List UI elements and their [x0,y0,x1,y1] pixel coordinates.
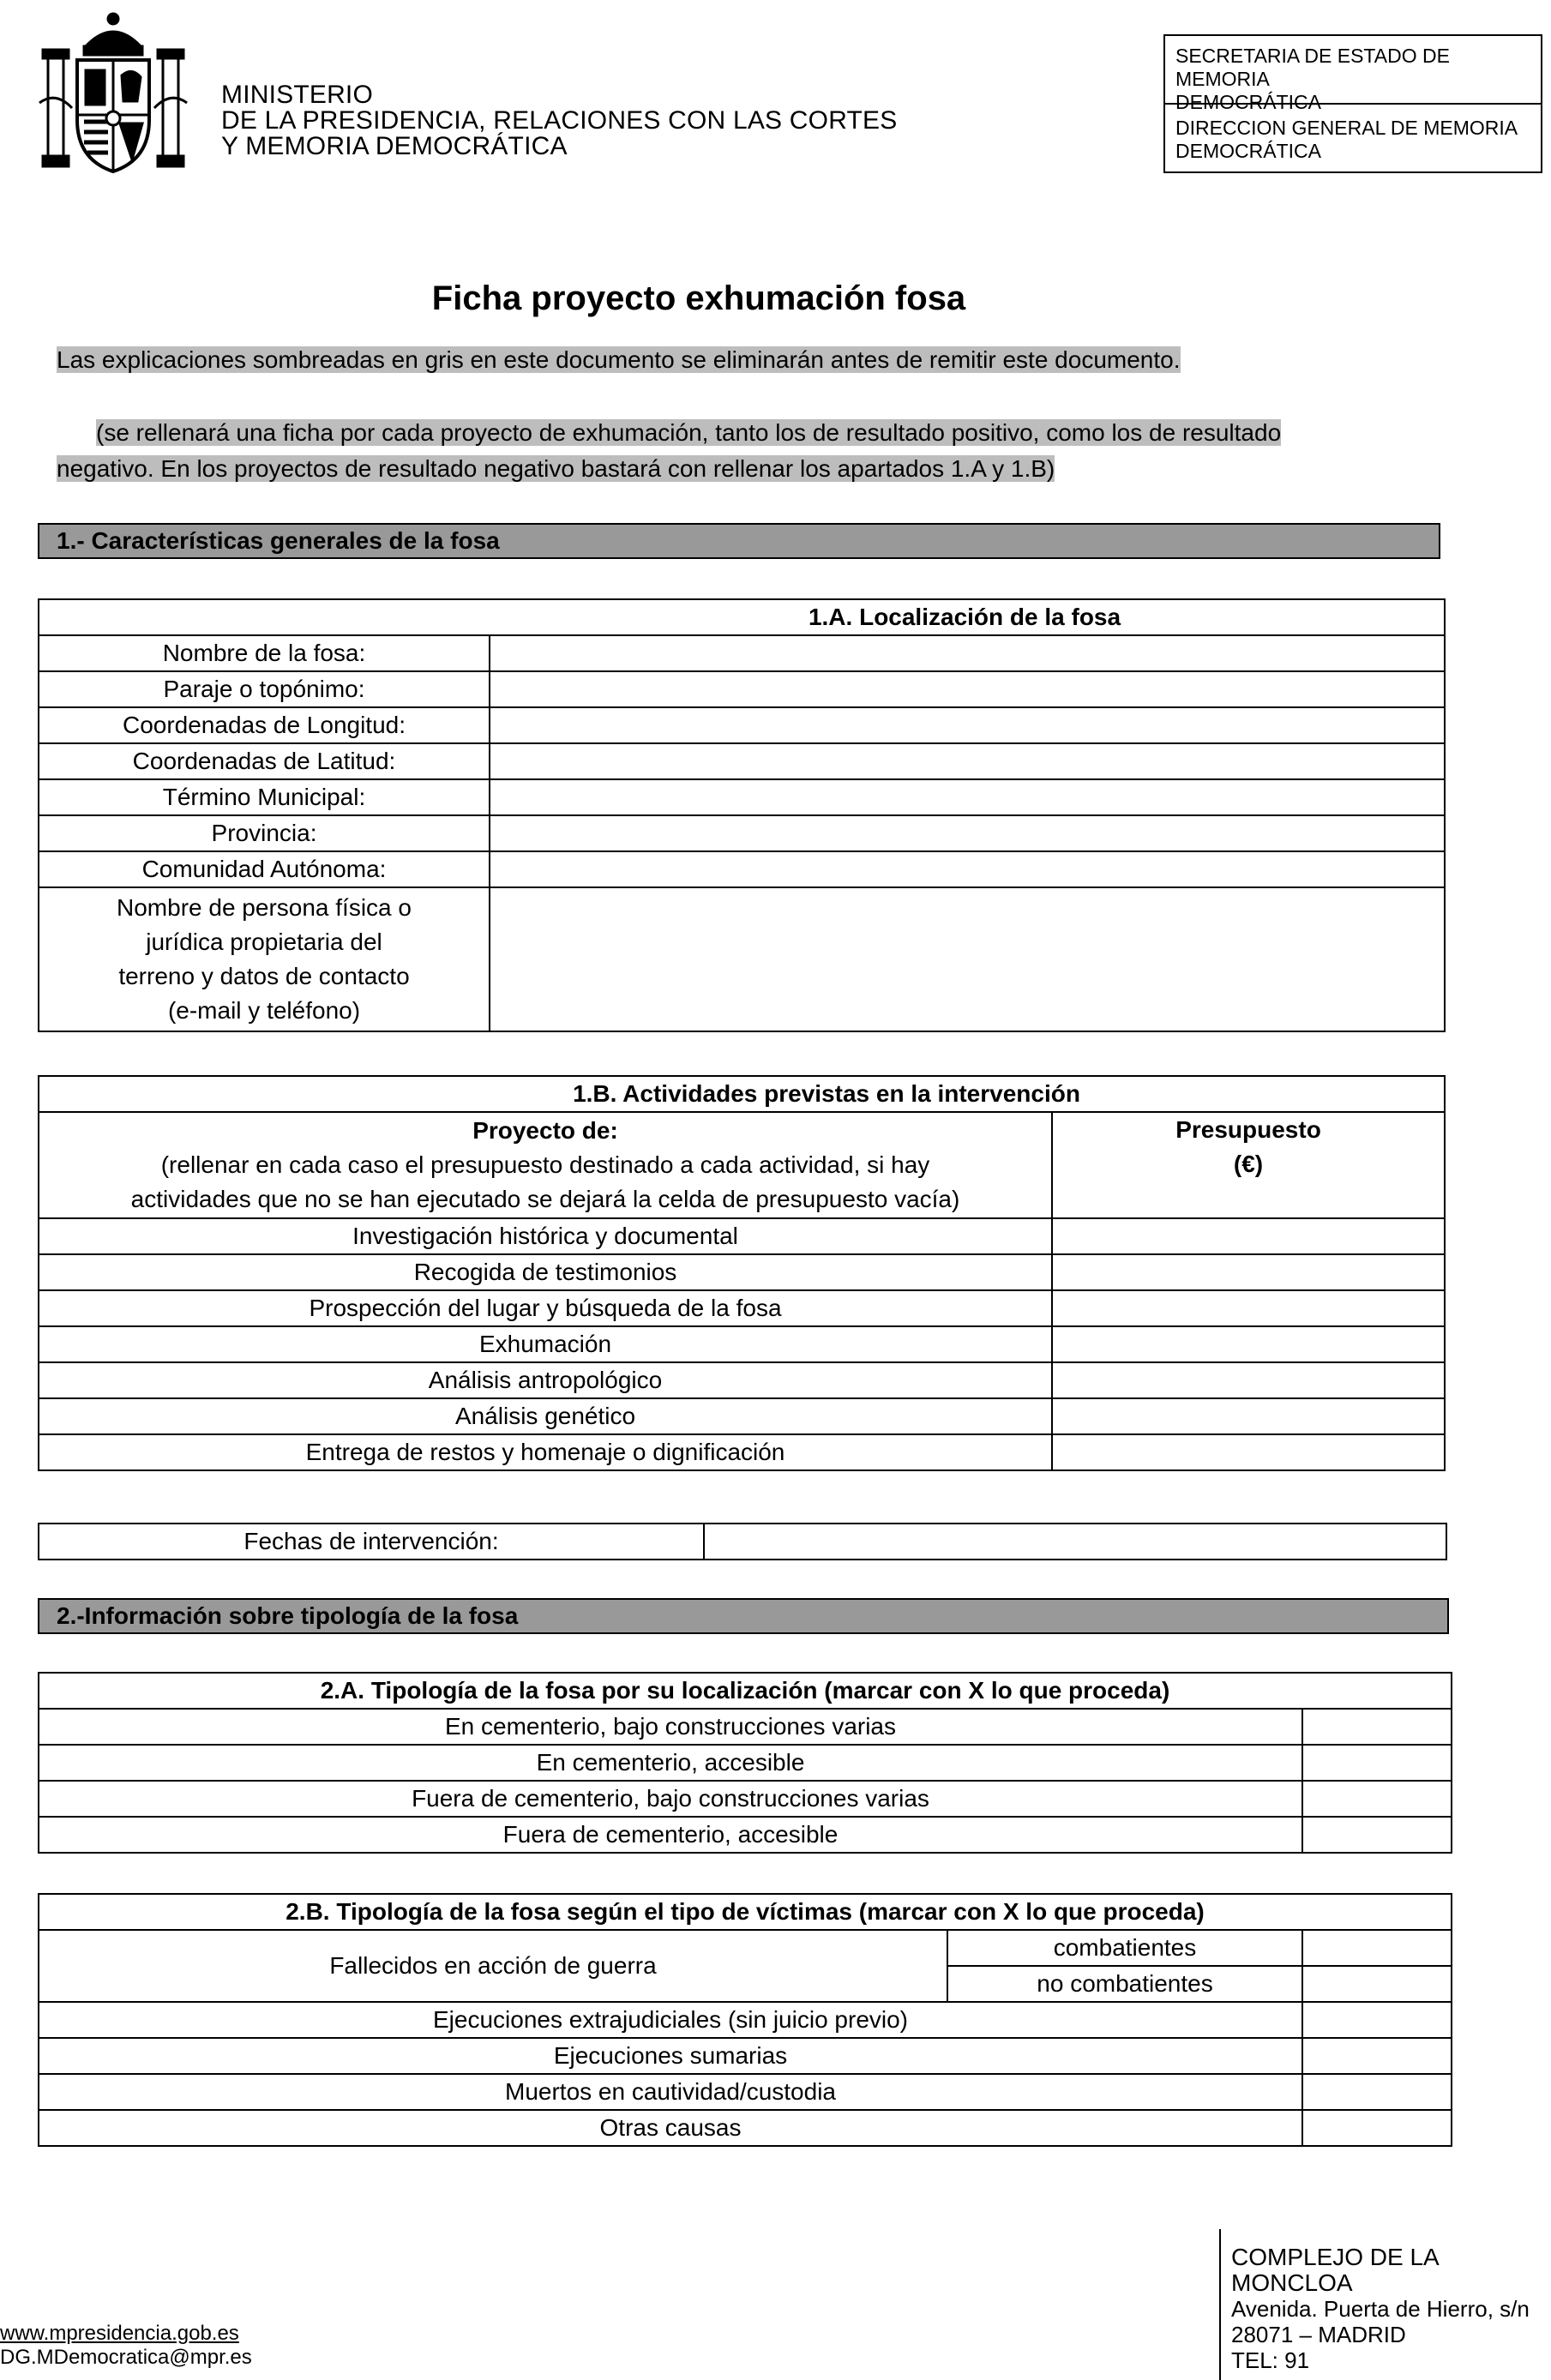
location-table-header: 1.A. Localización de la fosa [39,599,1445,635]
owner-line: Nombre de persona física o [117,894,412,921]
victim-type-header: 2.B. Tipología de la fosa según el tipo de víctimas (marcar con X lo que proceda) [39,1894,1452,1930]
activities-table-header: 1.B. Actividades previstas en la intervención [39,1076,1445,1112]
field-value-nombre-fosa[interactable] [490,635,1445,671]
gray-note [57,345,1181,376]
dates-table [38,1523,1447,1560]
field-label: Término Municipal: [39,779,490,815]
field-value-provincia[interactable] [490,815,1445,851]
mark-cell[interactable] [1302,1745,1452,1781]
ministry-name [221,82,897,159]
field-value-latitud[interactable] [490,743,1445,779]
gray-note-text: Las explicaciones sombreadas en gris en este documento se eliminarán antes de remitir este documento. [57,346,1181,373]
mark-cell[interactable] [1302,1930,1452,1966]
owner-line: terreno y datos de contacto [118,963,410,989]
direccion-text [1175,117,1518,163]
budget-cell[interactable] [1052,1218,1445,1254]
secretaria-line: SECRETARIA DE ESTADO DE MEMORIA [1175,45,1450,90]
field-label: Coordenadas de Latitud: [39,743,490,779]
ministry-line: Y MEMORIA DEMOCRÁTICA [221,132,568,160]
section-1-header: 1.- Características generales de la fosa [38,523,1440,559]
location-table [38,598,1446,1032]
field-label-owner [39,887,490,1031]
mark-cell[interactable] [1302,2110,1452,2146]
mark-cell[interactable] [1302,1817,1452,1853]
activity-label: Análisis antropológico [39,1362,1052,1398]
budget-cell[interactable] [1052,1434,1445,1470]
project-header [39,1112,1052,1218]
activity-label: Recogida de testimonios [39,1254,1052,1290]
activity-label: Exhumación [39,1326,1052,1362]
coat-of-arms-icon [36,9,190,177]
address-line: 28071 – MADRID [1231,2322,1406,2347]
project-note-line: actividades que no se han ejecutado se dejará la celda de presupuesto vacía) [130,1186,960,1212]
war-label: Fallecidos en acción de guerra [39,1930,947,2002]
location-type-option: En cementerio, bajo construcciones varias [39,1709,1302,1745]
address-line: Avenida. Puerta de Hierro, s/n [1231,2296,1530,2322]
budget-cell[interactable] [1052,1254,1445,1290]
budget-cell[interactable] [1052,1290,1445,1326]
budget-header [1052,1112,1445,1218]
field-label: Coordenadas de Longitud: [39,707,490,743]
activities-table [38,1075,1446,1471]
location-type-option: En cementerio, accesible [39,1745,1302,1781]
mark-cell[interactable] [1302,1709,1452,1745]
mark-cell[interactable] [1302,2002,1452,2038]
mark-cell[interactable] [1302,2074,1452,2110]
budget-unit: (€) [1233,1151,1264,1177]
mark-cell[interactable] [1302,1966,1452,2002]
activity-label: Prospección del lugar y búsqueda de la fosa [39,1290,1052,1326]
field-value-municipio[interactable] [490,779,1445,815]
email-link[interactable]: DG.MDemocratica@mpr.es [0,2346,252,2369]
footer-contact [0,2322,252,2370]
activity-label: Investigación histórica y documental [39,1218,1052,1254]
address-line: COMPLEJO DE LA MONCLOA [1231,2244,1439,2296]
ministry-line: MINISTERIO [221,81,374,109]
website-link[interactable]: www.mpresidencia.gob.es [0,2322,239,2345]
location-type-header: 2.A. Tipología de la fosa por su localización (marcar con X lo que proceda) [39,1673,1452,1709]
activity-label: Entrega de restos y homenaje o dignificación [39,1434,1052,1470]
field-label: Nombre de la fosa: [39,635,490,671]
dates-value[interactable] [704,1524,1446,1560]
footer-address [1231,2245,1551,2373]
direccion-line: DEMOCRÁTICA [1175,140,1321,162]
project-label: Proyecto de: [472,1117,618,1144]
direccion-line: DIRECCION GENERAL DE MEMORIA [1175,117,1518,139]
war-sub-option: no combatientes [947,1966,1302,2002]
field-value-comunidad[interactable] [490,851,1445,887]
location-type-table [38,1672,1452,1854]
secretaria-line: DEMOCRÁTICA [1175,91,1321,113]
budget-cell[interactable] [1052,1362,1445,1398]
location-type-option: Fuera de cementerio, bajo construcciones varias [39,1781,1302,1817]
budget-cell[interactable] [1052,1398,1445,1434]
address-line: TEL: 91 [1231,2347,1310,2373]
mark-cell[interactable] [1302,1781,1452,1817]
field-label: Provincia: [39,815,490,851]
footer-divider [1219,2229,1221,2380]
field-value-longitud[interactable] [490,707,1445,743]
section-2-header: 2.-Información sobre tipología de la fosa [38,1598,1449,1634]
project-note-line: (rellenar en cada caso el presupuesto destinado a cada actividad, si hay [160,1151,930,1178]
dates-label: Fechas de intervención: [39,1524,704,1560]
victim-type-option: Ejecuciones sumarias [39,2038,1302,2074]
mark-cell[interactable] [1302,2038,1452,2074]
activity-label: Análisis genético [39,1398,1052,1434]
war-sub-option: combatientes [947,1930,1302,1966]
department-divider [1165,103,1541,105]
fill-instructions [57,415,1305,487]
victim-type-option: Ejecuciones extrajudiciales (sin juicio previo) [39,2002,1302,2038]
field-value-owner[interactable] [490,887,1445,1031]
owner-line: jurídica propietaria del [146,929,382,955]
document-title: Ficha proyecto exhumación fosa [431,279,966,317]
ministry-line: DE LA PRESIDENCIA, RELACIONES CON LAS CORTES [221,106,898,135]
victim-type-option: Muertos en cautividad/custodia [39,2074,1302,2110]
department-box [1163,34,1542,173]
field-label: Comunidad Autónoma: [39,851,490,887]
field-label: Paraje o topónimo: [39,671,490,707]
victim-type-table [38,1893,1452,2147]
budget-cell[interactable] [1052,1326,1445,1362]
location-type-option: Fuera de cementerio, accesible [39,1817,1302,1853]
owner-line: (e-mail y teléfono) [167,997,361,1024]
victim-type-option: Otras causas [39,2110,1302,2146]
fill-instructions-text: (se rellenará una ficha por cada proyecto de exhumación, tanto los de resultado positivo, como los de resultado negativo. En los proyectos de resultado negativo bastará con rellenar los apartados 1.A y 1.B) [57,419,1282,482]
budget-label: Presupuesto [1175,1116,1321,1143]
field-value-paraje[interactable] [490,671,1445,707]
